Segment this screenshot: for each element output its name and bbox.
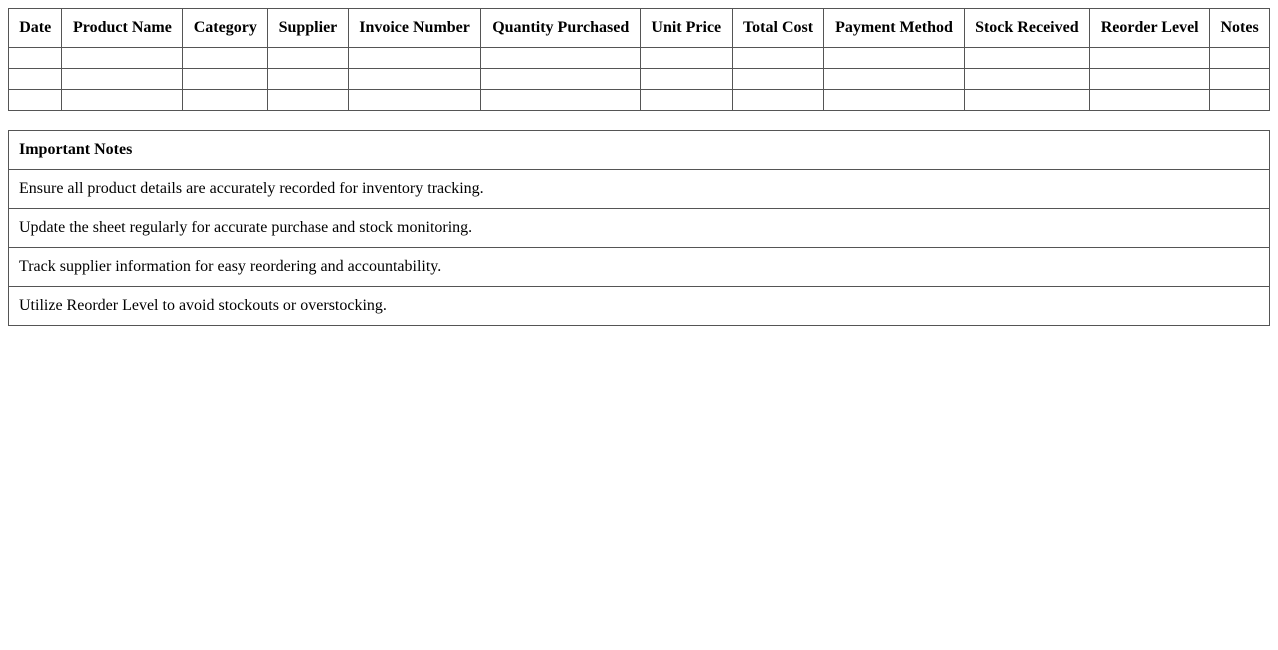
table-cell	[640, 90, 732, 111]
table-cell	[1090, 48, 1210, 69]
table-cell	[1210, 90, 1270, 111]
note-text: Update the sheet regularly for accurate purchase and stock monitoring.	[9, 209, 1270, 248]
notes-heading-row	[9, 131, 1270, 170]
table-cell	[348, 48, 481, 69]
table-cell	[268, 90, 348, 111]
table-cell	[824, 48, 964, 69]
list-item	[9, 209, 1270, 248]
table-cell	[732, 69, 824, 90]
table-cell	[640, 69, 732, 90]
table-row	[9, 90, 1270, 111]
note-text: Track supplier information for easy reordering and accountability.	[9, 248, 1270, 287]
column-header-invoice-number: Invoice Number	[348, 9, 481, 48]
table-cell	[9, 90, 62, 111]
table-cell	[732, 90, 824, 111]
table-header-row	[9, 9, 1270, 48]
column-header-category: Category	[183, 9, 268, 48]
table-cell	[481, 48, 641, 69]
table-cell	[62, 69, 183, 90]
note-text: Ensure all product details are accurately recorded for inventory tracking.	[9, 170, 1270, 209]
table-cell	[481, 69, 641, 90]
column-header-notes: Notes	[1210, 9, 1270, 48]
notes-heading: Important Notes	[9, 131, 1270, 170]
important-notes-table	[8, 130, 1270, 326]
table-cell	[824, 69, 964, 90]
table-cell	[268, 69, 348, 90]
table-cell	[1210, 48, 1270, 69]
column-header-supplier: Supplier	[268, 9, 348, 48]
table-cell	[1090, 90, 1210, 111]
column-header-total-cost: Total Cost	[732, 9, 824, 48]
column-header-reorder-level: Reorder Level	[1090, 9, 1210, 48]
table-cell	[964, 48, 1090, 69]
table-cell	[824, 90, 964, 111]
table-cell	[62, 48, 183, 69]
list-item	[9, 248, 1270, 287]
table-cell	[1210, 69, 1270, 90]
table-cell	[640, 48, 732, 69]
table-cell	[62, 90, 183, 111]
table-cell	[964, 90, 1090, 111]
table-cell	[183, 69, 268, 90]
note-text: Utilize Reorder Level to avoid stockouts or overstocking.	[9, 287, 1270, 326]
table-row	[9, 69, 1270, 90]
list-item	[9, 170, 1270, 209]
table-cell	[183, 90, 268, 111]
table-cell	[481, 90, 641, 111]
list-item	[9, 287, 1270, 326]
table-cell	[348, 90, 481, 111]
purchase-record-table	[8, 8, 1270, 111]
column-header-product-name: Product Name	[62, 9, 183, 48]
column-header-quantity-purchased: Quantity Purchased	[481, 9, 641, 48]
table-cell	[348, 69, 481, 90]
document-body	[8, 8, 1270, 326]
column-header-unit-price: Unit Price	[640, 9, 732, 48]
table-cell	[732, 48, 824, 69]
table-row	[9, 48, 1270, 69]
column-header-date: Date	[9, 9, 62, 48]
table-cell	[964, 69, 1090, 90]
table-cell	[9, 48, 62, 69]
table-cell	[1090, 69, 1210, 90]
column-header-payment-method: Payment Method	[824, 9, 964, 48]
table-cell	[268, 48, 348, 69]
table-cell	[183, 48, 268, 69]
table-cell	[9, 69, 62, 90]
column-header-stock-received: Stock Received	[964, 9, 1090, 48]
